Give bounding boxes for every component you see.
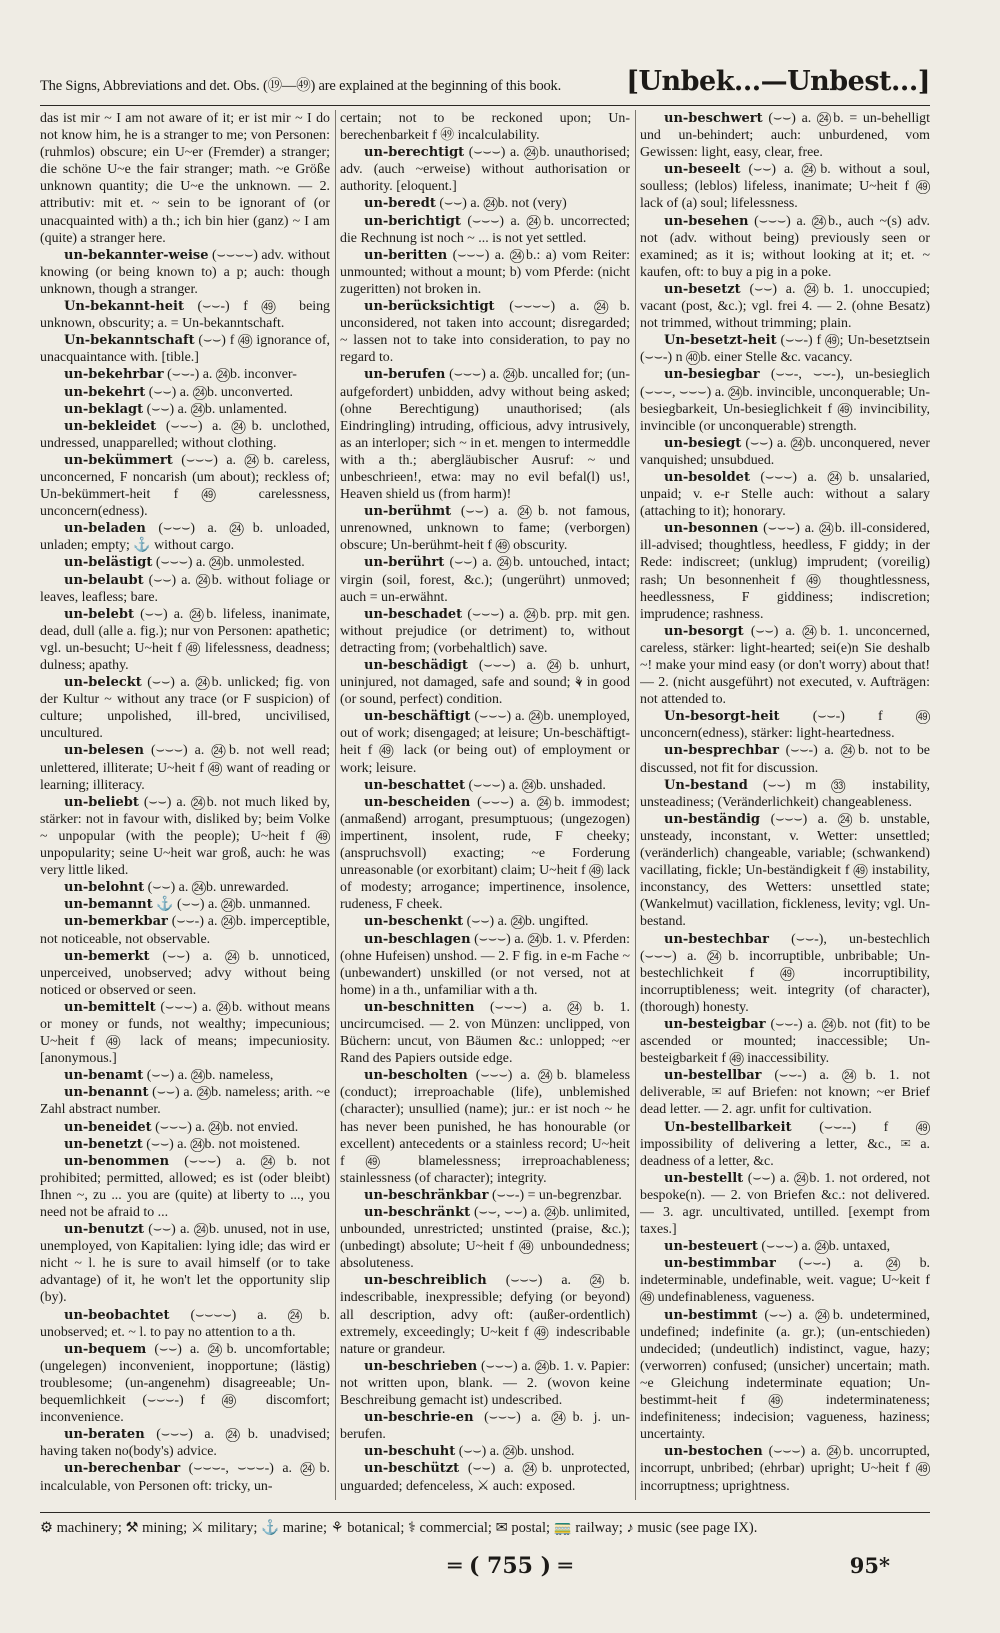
dictionary-entry [340, 1272, 630, 1357]
dictionary-entry [40, 999, 330, 1067]
dictionary-entry [40, 452, 330, 520]
dictionary-entry [340, 1067, 630, 1187]
entry-headword: un-bekehrbar [64, 367, 164, 383]
dictionary-entry [40, 332, 330, 366]
dictionary-entry [640, 1307, 930, 1444]
dictionary-entry [40, 1221, 330, 1306]
entry-definition: (⌣⌣⌣⌣) adv. without knowing (or being known to) a p; auch: though unknown, though a stranger. [40, 247, 330, 297]
entry-headword: un-beliebt [64, 794, 139, 810]
entry-definition: (⌣⌣) a. ㉔b. unnoticed, unperceived, unobserved; advy without being noticed or observed or seen. [40, 948, 330, 998]
entry-headword: un-besprechbar [664, 743, 779, 759]
entry-headword: un-beladen [64, 521, 146, 537]
entry-definition: (⌣⌣⌣) a. ㉔b. unauthorised; adv. (auch ~erweise) without authorisation or authority. [eloquent.] [340, 145, 630, 195]
dictionary-entry [640, 469, 930, 520]
entry-headword: Un-bestellbarkeit [664, 1119, 792, 1135]
entry-headword: un-bemannt [64, 897, 153, 913]
entry-headword: un-besonnen [664, 521, 759, 537]
entry-headword: un-bescholten [364, 1068, 468, 1084]
entry-headword: un-bestechbar [664, 931, 769, 947]
column-left [40, 110, 330, 1500]
dictionary-entry [40, 1341, 330, 1426]
entry-headword: un-besetzt [664, 281, 741, 297]
dictionary-entry [640, 1119, 930, 1170]
dictionary-entry [340, 1443, 630, 1460]
dictionary-entry [40, 520, 330, 554]
entry-definition: (⌣⌣) a. ㉔b. 1. unconcerned, careless, stärker: light-hearted; sei(e)n Sie deshalb ~! make your mind easy (or don't worry) about that! — 2. (nicht ausgeführt) not executed, v. Aufträgen: not attended to. [640, 623, 930, 708]
entry-headword: un-beschützt [364, 1461, 460, 1477]
entry-headword: un-belesen [64, 743, 144, 759]
entry-definition: (⌣⌣, ⌣⌣) a. ㉔b. unlimited, unbounded, unrestricted; unstinted (praise, &c.); (unbedingt) absolute; U~heit f ㊾ unboundedness; absoluteness. [340, 1205, 630, 1272]
entry-headword: un-beklagt [64, 401, 144, 417]
dictionary-entry [640, 1067, 930, 1118]
entry-definition: (⌣⌣) a. ㉔b. 1. not ordered, not bespoke(n). — 2. von Briefen &c.: not delivered. — 3. agr. uncultivated, untilled. [exempt from taxes.] [640, 1170, 930, 1238]
entry-headword: un-belästigt [64, 555, 153, 571]
dictionary-entry [40, 606, 330, 674]
entry-definition: (⌣⌣⌣) a. ㉔b.: a) vom Reiter: unmounted; without a mount; b) vom Pferde: (nicht zugeritten) not broken in. [340, 247, 630, 297]
entry-definition: (⌣⌣) a. ㉔b. uncomfortable; (ungelegen) inconvenient, inopportune; (lästig) troublesome; (un-angenehm) disagreeable; Un-bequemlichkeit (⌣⌣⌣-) f ㊾ discomfort; inconvenience. [40, 1341, 330, 1426]
entry-headword: un-beschäftigt [364, 709, 471, 725]
column-divider [635, 110, 636, 1500]
entry-headword: un-bekümmert [64, 452, 173, 468]
entry-definition: (⌣⌣⌣) a. ㉔b. unshaded. [468, 777, 606, 793]
entry-definition: (⌣⌣) a. ㉔b. untouched, intact; virgin (soil, forest, &c.); (ungerührt) unmoved; auch = un-erwähnt. [340, 555, 630, 605]
dictionary-entry [640, 213, 930, 281]
entry-definition: (⌣⌣) a. ㉔b. without a soul, soulless; (leblos) lifeless, inanimate; U~heit f ㊾ lack of (a) soul; lifelessness. [640, 162, 930, 212]
entry-definition: (⌣⌣) a. ㉔b. undetermined, undefined; indefinite (a. gr.); (un-entschieden) undecided; (undeutlich) indistinct, vague, hazy; (verworren) confused; (unsicher) uncertain; math. ~e Gleichung indeterminate equation; Un-bestimmt-heit f ㊾ indeterminateness; indefiniteness; indecision; vagueness, haziness; uncertainty. [640, 1307, 930, 1443]
entry-headword: Un-besorgt-heit [664, 709, 780, 725]
entry-headword: un-beritten [364, 247, 448, 263]
entry-headword: Un-bestand [664, 777, 748, 793]
entry-definition: (⌣⌣) a. ㉔b. not much liked by, stärker: not in favour with, disliked by; beim Volke ~ unpopular (with the people); U~heit f ㊾ unpopularity; seine U~heit war groß, auch: he was very little liked. [40, 794, 330, 879]
entry-definition: (⌣⌣) a. ㉔b. unprotected, unguarded; defenceless, ⚔ auch: exposed. [340, 1461, 630, 1494]
dictionary-entry [340, 1409, 630, 1443]
entry-headword: un-beobachtet [64, 1307, 170, 1323]
entry-headword: un-bestimmbar [664, 1256, 776, 1272]
entry-headword: un-bescheiden [364, 794, 471, 810]
dictionary-entry [640, 1238, 930, 1255]
entry-headword: Un-bekanntschaft [64, 333, 195, 349]
dictionary-entry [40, 1119, 330, 1136]
dictionary-entry [640, 742, 930, 776]
entry-definition: (⌣⌣⌣) a. ㉔b. unsalaried, unpaid; v. e-r Stelle auch: without a salary (attaching to it); honorary. [640, 469, 930, 520]
entry-headword: un-belohnt [64, 880, 145, 896]
dictionary-entry [640, 161, 930, 212]
entry-headword: un-beschränkt [364, 1205, 471, 1220]
entry-headword: un-bemittelt [64, 999, 156, 1015]
dictionary-entry [40, 554, 330, 571]
dictionary-entry [340, 554, 630, 605]
entry-definition: das ist mir ~ I am not aware of it; er ist mir ~ I do not know him, he is a stranger to me; von Personen: (ruhmlos) obscure; ein U~er (Fremder) a stranger; die schöne U~e the fair stranger; math. ~e Größe unknown quantity; die U~e the unknown. — 2. attributiv: mit et. ~ sein to be ignorant of (or unacquainted with) a th.; ich bin hier (ganz) ~ I am (quite) a stranger here. [40, 111, 330, 246]
dictionary-entry [40, 948, 330, 999]
entry-definition: (⌣⌣⌣⌣) a. ㉔b. unobserved; et. ~ l. to pay no attention to a th. [40, 1307, 330, 1340]
dictionary-entry [340, 1460, 630, 1494]
entry-definition: (⌣⌣⌣) a. ㉔b. immodest; (anmaßend) arrogant, presumptuous; (ungezogen) impertinent, insolent, rude, F cheeky; (anspruchsvoll) exacting; ~e Forderung unreasonable (or exorbitant) claim; U~heit f ㊾ lack of modesty; arrogance; impertinence, insolence, rudeness, F cheek. [340, 794, 630, 913]
dictionary-entry [40, 913, 330, 947]
entry-headword: un-beschrieben [364, 1358, 478, 1374]
entry-headword: un-benommen [64, 1153, 170, 1169]
entry-definition: (⌣⌣) a. ㉔b. not (very) [439, 196, 567, 212]
entry-definition: (⌣⌣-, ⌣⌣-), un-besieglich (⌣⌣⌣, ⌣⌣⌣) a. ㉔b. invincible, unconquerable; Un-besiegbarkeit, Un-besieglichkeit f ㊾ invincibility, invincible (or unconquerable) strength. [640, 367, 930, 434]
entry-definition: (⌣⌣⌣) a. ㉔b. careless, unconcerned, F noncarish (um about); reckless of; Un-bekümmert-heit f ㊾ carelessness, unconcern(edness). [40, 452, 330, 520]
dictionary-entry [640, 1443, 930, 1494]
entry-headword: un-beschuht [364, 1444, 456, 1460]
page-header [40, 66, 930, 106]
entry-definition: (⌣⌣-) a. ㉔b. indeterminable, undefinable, weit. vague; U~keit f ㊾ undefinableness, vagueness. [640, 1256, 930, 1306]
entry-headword: un-beschreiblich [364, 1273, 487, 1289]
entry-definition: (⌣⌣-) f ㊾; Un-besetztsein (⌣⌣-) n ㊵b. einer Stelle &c. vacancy. [640, 333, 930, 366]
entry-definition: (⌣⌣-) a. ㉔b. 1. not deliverable, ✉ auf Briefen: not known; ~er Brief dead letter. — 2. agr. unfit for cultivation. [640, 1068, 930, 1118]
entry-definition: (⌣⌣⌣) a. ㉔b. unadvised; having taken no(body's) advice. [40, 1427, 330, 1460]
entry-definition: (⌣⌣) f ㊾ ignorance of, unacquaintance with. [tible.] [40, 333, 330, 366]
entry-headword: un-besiegt [664, 435, 742, 451]
dictionary-entry [340, 144, 630, 195]
entry-headword: un-beschadet [364, 606, 463, 622]
entry-headword: un-bemerkt [64, 948, 150, 964]
entry-headword: un-benannt [64, 1085, 149, 1101]
dictionary-entry [340, 794, 630, 914]
entry-headword: Un-bekannt-heit [64, 299, 184, 315]
dictionary-entry [640, 110, 930, 161]
dictionary-entry [340, 657, 630, 708]
dictionary-entry [340, 1187, 630, 1204]
dictionary-entry [640, 366, 930, 434]
symbol-legend: ⚙ machinery; ⚒ mining; ⚔ military; ⚓ marine; ⚘ botanical; ⚕ commercial; ✉ postal; 🚃 railway; ♪ music (see page IX). [40, 1512, 930, 1537]
dictionary-entry [640, 1170, 930, 1238]
entry-headword: un-besorgt [664, 623, 744, 639]
dictionary-entry [640, 520, 930, 623]
entry-headword: un-beschenkt [364, 914, 464, 930]
entry-headword: un-beraten [64, 1427, 145, 1443]
entry-headword: un-beschränkbar [364, 1187, 489, 1203]
dictionary-entry [640, 435, 930, 469]
entry-definition: (⌣⌣-) a. ㉔b. not (fit) to be ascended or mounted; inaccessible; Un-besteigbarkeit f ㊾ inaccessibility. [640, 1016, 930, 1067]
entry-definition: (⌣⌣) a. ㉔b. nameless; arith. ~e Zahl abstract number. [40, 1085, 330, 1118]
entry-definition: (⌣⌣) a. ㉔b. unlicked; fig. von der Kultur ~ without any trace (or F suspicion) of culture; unpolished, ill-bred, uncivilised, uncultured. [40, 675, 330, 742]
entry-headword: un-benamt [64, 1068, 144, 1084]
entry-headword: un-beschädigt [364, 658, 468, 673]
entry-definition: (⌣⌣) a. ㉔b. unrewarded. [147, 880, 289, 896]
entry-headword: un-besehen [664, 213, 749, 229]
entry-headword: un-beschlagen [364, 931, 471, 947]
entry-definition: (⌣⌣⌣) a. ㉔b. untaxed, [761, 1239, 891, 1255]
entry-definition: (⌣⌣⌣) a. ㉔b. unhurt, uninjured, not damaged, safe and sound; ⚘ in good (or sound, perfect) condition. [340, 658, 630, 708]
dictionary-entry [40, 1136, 330, 1153]
dictionary-entry [40, 247, 330, 298]
entry-definition: (⌣⌣) m ㉝ instability, unsteadiness; (Veränderlichkeit) changeableness. [640, 777, 930, 810]
dictionary-entry [340, 503, 630, 554]
entry-definition: (⌣⌣⌣-, ⌣⌣⌣-) a. ㉔b. incalculable, von Personen oft: tricky, un- [40, 1461, 330, 1494]
entry-definition: (⌣⌣) a. ㉔b. unshod. [458, 1444, 575, 1460]
dictionary-entry [340, 931, 630, 999]
dictionary-entry [40, 794, 330, 879]
entry-definition: (⌣⌣⌣) a. ㉔b. j. un-berufen. [340, 1410, 630, 1443]
dictionary-entry [340, 298, 630, 366]
entry-definition: (⌣⌣) a. ㉔b. = un-behelligt und un-behindert; auch: unburdened, vom Gewissen: light, easy, clear, free. [640, 111, 930, 161]
entry-headword: un-bemerkbar [64, 914, 168, 930]
dictionary-entry [640, 1255, 930, 1306]
dictionary-entry [640, 281, 930, 332]
entry-definition: (⌣⌣⌣) a. ㉔b. without means or money or funds, not wealthy; impecunious; U~heit f ㊾ lack of means; impecuniosity. [anonymous.] [40, 999, 330, 1067]
dictionary-entry [340, 708, 630, 776]
dictionary-entry [40, 418, 330, 452]
entry-headword: un-beschattet [364, 777, 466, 793]
entry-definition: (⌣⌣⌣) a. ㉔b. ill-considered, ill-advised; thoughtless, heedless, F giddy; in der Rede: indiscreet; (unklug) imprudent; (voreilig) rash; Un besonnenheit f ㊾ thoughtlessness, heedlessness, F giddiness; indiscretion; imprudence; rashness. [640, 521, 930, 622]
entry-definition: (⌣⌣) a. ㉔b. nameless, [146, 1068, 274, 1084]
dictionary-entry [40, 742, 330, 793]
column-divider [335, 110, 336, 1500]
sheet-mark: 95* [849, 1553, 890, 1578]
entry-headword: un-beständig [664, 811, 760, 827]
dictionary-entry [40, 110, 330, 247]
entry-definition: (⌣⌣) a. ㉔b. lifeless, inanimate, dead, dull (alle a. fig.); nur von Personen: apathetic; vgl. un-besucht; U~heit f ㊾ lifelessness, deadness; dulness; apathy. [40, 606, 330, 673]
dictionary-entry [640, 811, 930, 931]
dictionary-entry [40, 572, 330, 606]
entry-definition: (⌣⌣⌣) a. ㉔b. uncorrected; die Rechnung ist noch ~ ... is not yet settled. [340, 213, 630, 246]
entry-definition: (⌣⌣⌣) a. ㉔b. blameless (conduct); irreproachable (life), unblemished (character); unsullied (name); jur.: er ist noch ~ he has never been punished, he has honourable (or excellent) antecedents or a stainless record; U~heit f ㊾ blamelessness; irreproachableness; stainlessness (of character); integrity. [340, 1068, 630, 1186]
entry-headword: un-berühmt [364, 504, 452, 520]
entry-definition: (⌣⌣⌣) a. ㉔b. uncorrupted, incorrupt, unbribed; (ehrbar) upright; U~heit f ㊾ incorruptness; uprightness. [640, 1444, 930, 1494]
entry-definition: (⌣⌣⌣) a. ㉔b. not envied. [155, 1119, 299, 1135]
dictionary-entry [40, 401, 330, 418]
column-right [640, 110, 930, 1500]
entry-definition: (⌣⌣-) a. ㉔b. imperceptible, not noticeable, not observable. [40, 914, 330, 947]
entry-headword: un-bestellt [664, 1170, 744, 1186]
entry-headword: un-bestellbar [664, 1068, 762, 1084]
dictionary-entry [40, 1153, 330, 1221]
page-footer [40, 1553, 930, 1593]
entry-definition: (⌣⌣) a. ㉔b. ungifted. [466, 914, 589, 930]
entry-definition: (⌣⌣⌣) a. ㉔b. not prohibited; permitted, allowed; es ist (oder bleibt) Ihnen ~, zu ... you are (quite) at liberty to ..., you need not be afraid to ... [40, 1153, 330, 1220]
entry-headword: un-benutzt [64, 1222, 144, 1238]
dictionary-entry [340, 1204, 630, 1272]
entry-definition: (⌣⌣⌣) a. ㉔b. unstable, unsteady, inconstant, v. Wetter: unsettled; (veränderlich) changeable, variable; (schwankend) vacillating, fickle; Un-beständigkeit f ㊾ instability, inconstancy, des Wetters: unsettled state; (Wankelmut) vacillation, fickleness, levity; vgl. Un-bestand. [640, 811, 930, 930]
dictionary-entry [340, 366, 630, 503]
entry-definition: (⌣⌣) a. ㉔b. unconquered, never vanquished; unsubdued. [640, 435, 930, 468]
dictionary-entry [340, 195, 630, 212]
entry-definition: (⌣⌣-) f ㊾ unconcern(edness), stärker: light-heartedness. [640, 709, 930, 742]
entry-definition: (⌣⌣⌣) a. ㉔b. 1. v. Papier: not written upon, blank. — 2. (wovon keine Beschreibung gemacht ist) undescribed. [340, 1358, 630, 1409]
entry-definition: (⌣⌣⌣) a. ㉔b. unmolested. [155, 555, 305, 571]
dictionary-entry [340, 999, 630, 1067]
entry-headword: un-berechtigt [364, 145, 465, 161]
entry-definition: (⌣⌣⌣) a. ㉔b. indescribable, inexpressible; defying (or beyond) all description, advy oft: (außer-ordentlich) extremely, exceedingly; U~keit f ㊾ indescribable nature or grandeur. [340, 1273, 630, 1357]
entry-headword: un-benetzt [64, 1136, 143, 1152]
dictionary-entry [340, 913, 630, 930]
entry-headword: un-besteigbar [664, 1016, 766, 1032]
dictionary-entry [340, 777, 630, 794]
entry-headword: un-beschnitten [364, 999, 475, 1015]
entry-definition: (⌣⌣⌣) a. ㉔b. not well read; unlettered, illiterate; U~heit f ㊾ want of reading or learning; illiteracy. [40, 743, 330, 793]
entry-definition: ⚓ (⌣⌣) a. ㉔b. unmanned. [156, 897, 311, 913]
entry-definition: (⌣⌣) a. ㉔b. not famous, unrenowned, unknown to fame; (verborgen) obscure; Un-berühmt-heit f ㊾ obscurity. [340, 504, 630, 554]
entry-definition: (⌣⌣⌣) a. ㉔b. unloaded, unladen; empty; ⚓ without cargo. [40, 521, 330, 554]
entry-headword: Un-besetzt-heit [664, 333, 777, 349]
page-number: ═ ( 755 ) ═ [448, 1553, 572, 1579]
dictionary-entry [40, 1307, 330, 1341]
dictionary-entry [640, 931, 930, 1016]
header-note: The Signs, Abbreviations and det. Obs. (⑲—㊾) are explained at the beginning of this book. [40, 78, 562, 94]
entry-headword: un-beseelt [664, 162, 741, 178]
entry-definition: (⌣⌣⌣) a. ㉔b. unemployed, out of work; disengaged; at leisure; Un-beschäftigt-heit f ㊾ lack (or being out) of employment or work; leisure. [340, 709, 630, 776]
entry-definition: (⌣⌣-) a. ㉔b. not to be discussed, not fit for discussion. [640, 743, 930, 776]
entry-headword: un-berufen [364, 367, 446, 383]
dictionary-entry [40, 384, 330, 401]
entry-definition: certain; not to be reckoned upon; Un-berechenbarkeit f ㊾ incalculability. [340, 111, 630, 144]
entry-definition: (⌣⌣⌣) a. ㉔b. uncalled for; (un-aufgefordert) unbidden, advy without being asked; (ohne Berechtigung) unauthorised; (als Eindringling) intruding, officious, advy intrusively, as an interloper; sich ~ in et. mengen to intermeddle with a th.; abergläubischer Ausruf: ~ und unbeschrieen!, etwa: may no evil befal(l) us!, Heaven shield us (from harm)! [340, 367, 630, 503]
entry-headword: un-beschwert [664, 111, 763, 126]
entry-definition: (⌣⌣⌣) a. ㉔b. prp. mit gen. without prejudice (or detriment) to, without detracting from; (vorbehaltlich) save. [340, 606, 630, 656]
dictionary-entry [640, 623, 930, 708]
dictionary-entry [640, 1016, 930, 1067]
entry-headword: un-besiegbar [664, 367, 760, 383]
entry-headword: un-bekannter-weise [64, 247, 209, 263]
entry-headword: un-berechenbar [64, 1461, 181, 1477]
dictionary-entry [340, 247, 630, 298]
entry-headword: un-beschrie-en [364, 1410, 474, 1426]
entry-definition: (⌣⌣-) a. ㉔b. inconver- [167, 367, 297, 383]
entry-definition: (⌣⌣) a. ㉔b. unused, not in use, unemployed, von Kapitalien: lying idle; das wird er nicht ~ l. he is sure to avail himself (or to take advantage) of it, he won't let the opportunity slip (by). [40, 1222, 330, 1306]
entry-definition: (⌣⌣⌣⌣) a. ㉔b. unconsidered, not taken into account; disregarded; ~ lassen not to take into consideration, to pay no regard to. [340, 299, 630, 366]
entry-definition: (⌣⌣-) f ㊾ being unknown, obscurity; a. = Un-bekanntschaft. [40, 299, 330, 332]
dictionary-entry [40, 1067, 330, 1084]
entry-definition: (⌣⌣) a. ㉔b. without foliage or leaves, leafless; bare. [40, 572, 330, 605]
entry-definition: (⌣⌣-), un-bestechlich (⌣⌣⌣) a. ㉔b. incorruptible, unbribable; Un-bestechlichkeit f ㊾ incorruptibility, incorruptibleness; weit. integrity (of character), (thorough) honesty. [640, 931, 930, 1015]
entry-headword: un-beredt [364, 196, 436, 212]
entry-definition: (⌣⌣--) f ㊾ impossibility of delivering a letter, &c., ✉ a. deadness of a letter, &c. [640, 1119, 930, 1169]
entry-headword: un-beneidet [64, 1119, 152, 1135]
entry-definition: (⌣⌣-) = un-begrenzbar. [491, 1187, 622, 1203]
entry-headword: un-bestimmt [664, 1307, 758, 1323]
entry-definition: (⌣⌣) a. ㉔b. unconverted. [148, 384, 294, 400]
entry-headword: un-bequem [64, 1341, 147, 1357]
dictionary-entry [340, 213, 630, 247]
entry-definition: (⌣⌣) a. ㉔b. unlamented. [146, 401, 288, 417]
dictionary-entry [640, 708, 930, 742]
entry-headword: un-berücksichtigt [364, 299, 495, 315]
entry-columns [40, 110, 930, 1500]
dictionary-entry [40, 879, 330, 896]
entry-headword: un-belaubt [64, 572, 144, 588]
header-entry-range: [Unbek...—Unbest...] [626, 66, 930, 97]
dictionary-entry [40, 896, 330, 913]
dictionary-entry [340, 1358, 630, 1409]
entry-definition: (⌣⌣) a. ㉔b. 1. unoccupied; vacant (post, &c.); vgl. frei 4. — 2. (ohne Besatz) not trimmed, without trimming; plain. [640, 281, 930, 332]
entry-headword: un-belebt [64, 606, 134, 622]
entry-definition: (⌣⌣) a. ㉔b. not moistened. [146, 1136, 301, 1152]
entry-headword: un-bestochen [664, 1444, 763, 1460]
dictionary-entry [40, 1084, 330, 1118]
entry-headword: un-besteuert [664, 1239, 758, 1255]
entry-headword: un-beleckt [64, 675, 142, 691]
dictionary-entry [40, 298, 330, 332]
dictionary-entry [340, 606, 630, 657]
entry-definition: (⌣⌣⌣) a. ㉔b. 1. v. Pferden: (ohne Hufeisen) unshod. — 2. F fig. in e-m Fache ~ (unbewandert) unskilled (or not versed, not at home) in a th., unfamiliar with a th. [340, 931, 630, 998]
entry-headword: un-bekehrt [64, 384, 146, 400]
entry-definition: (⌣⌣⌣) a. ㉔b., auch ~(s) adv. not (adv. without being) previously seen or examined; as it is; without looking at it; et. ~ kaufen, oft: to buy a pig in a poke. [640, 213, 930, 280]
entry-definition: (⌣⌣⌣) a. ㉔b. unclothed, undressed, unapparelled; without clothing. [40, 418, 330, 451]
dictionary-entry [40, 366, 330, 383]
dictionary-entry [40, 1460, 330, 1494]
dictionary-entry [40, 1426, 330, 1460]
dictionary-entry [40, 674, 330, 742]
column-middle [340, 110, 630, 1500]
entry-headword: un-berichtigt [364, 213, 461, 229]
entry-headword: un-berührt [364, 555, 445, 571]
entry-definition: (⌣⌣⌣) a. ㉔b. 1. uncircumcised. — 2. von Münzen: unclipped, von Büchern: uncut, von Bäumen &c.: unlopped; ~er Rand des Papiers outside edge. [340, 999, 630, 1067]
entry-headword: un-bekleidet [64, 418, 157, 434]
dictionary-entry [640, 332, 930, 366]
entry-headword: un-besoldet [664, 469, 750, 485]
dictionary-entry [640, 777, 930, 811]
dictionary-entry [340, 110, 630, 144]
